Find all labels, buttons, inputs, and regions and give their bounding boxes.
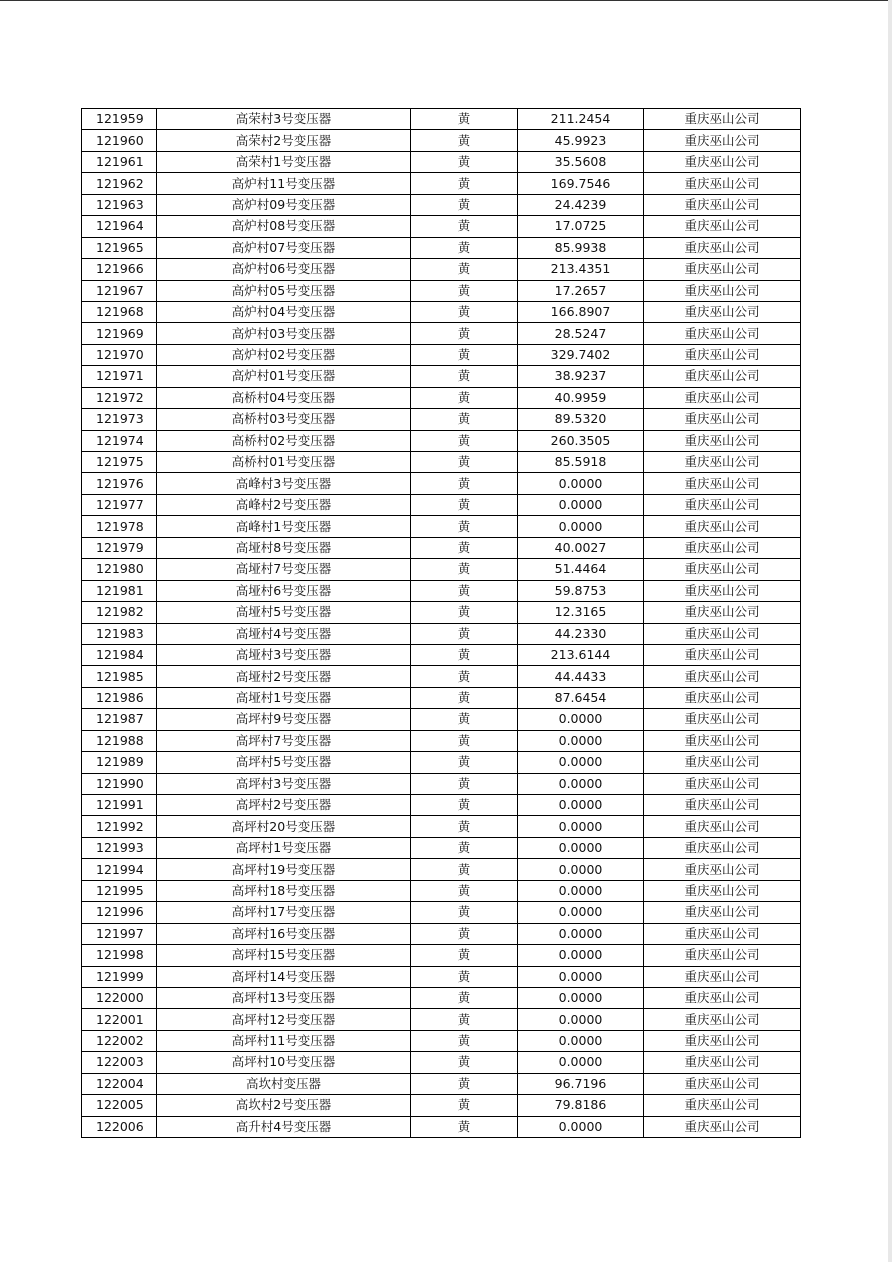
company-cell: 重庆巫山公司 — [644, 666, 801, 687]
row-id-cell: 121977 — [82, 494, 157, 515]
warning-level-cell: 黄 — [411, 752, 518, 773]
table-row — [82, 237, 801, 258]
value-cell: 85.9938 — [518, 237, 644, 258]
transformer-name-cell: 高垭村4号变压器 — [157, 623, 411, 644]
company-cell: 重庆巫山公司 — [644, 473, 801, 494]
value-cell: 0.0000 — [518, 795, 644, 816]
row-id-cell: 121967 — [82, 280, 157, 301]
company-cell: 重庆巫山公司 — [644, 880, 801, 901]
warning-level-cell: 黄 — [411, 987, 518, 1008]
warning-level-cell: 黄 — [411, 430, 518, 451]
transformer-name-cell: 高坪村13号变压器 — [157, 987, 411, 1008]
company-cell: 重庆巫山公司 — [644, 1009, 801, 1030]
company-cell: 重庆巫山公司 — [644, 537, 801, 558]
warning-level-cell: 黄 — [411, 1009, 518, 1030]
warning-level-cell: 黄 — [411, 237, 518, 258]
transformer-name-cell: 高坪村3号变压器 — [157, 773, 411, 794]
warning-level-cell: 黄 — [411, 259, 518, 280]
transformer-name-cell: 高垭村6号变压器 — [157, 580, 411, 601]
company-cell: 重庆巫山公司 — [644, 516, 801, 537]
company-cell: 重庆巫山公司 — [644, 259, 801, 280]
value-cell: 59.8753 — [518, 580, 644, 601]
row-id-cell: 121989 — [82, 752, 157, 773]
table-row — [82, 130, 801, 151]
value-cell: 85.5918 — [518, 452, 644, 473]
table-row — [82, 301, 801, 322]
row-id-cell: 121968 — [82, 301, 157, 322]
transformer-name-cell: 高坪村19号变压器 — [157, 859, 411, 880]
company-cell: 重庆巫山公司 — [644, 173, 801, 194]
row-id-cell: 121963 — [82, 194, 157, 215]
transformer-name-cell: 高峰村1号变压器 — [157, 516, 411, 537]
row-id-cell: 121961 — [82, 151, 157, 172]
value-cell: 0.0000 — [518, 923, 644, 944]
warning-level-cell: 黄 — [411, 344, 518, 365]
warning-level-cell: 黄 — [411, 409, 518, 430]
table-row — [82, 1116, 801, 1137]
row-id-cell: 121976 — [82, 473, 157, 494]
value-cell: 213.6144 — [518, 644, 644, 665]
row-id-cell: 121970 — [82, 344, 157, 365]
transformer-name-cell: 高峰村2号变压器 — [157, 494, 411, 515]
table-body — [82, 109, 801, 1138]
table-row — [82, 837, 801, 858]
company-cell: 重庆巫山公司 — [644, 709, 801, 730]
warning-level-cell: 黄 — [411, 773, 518, 794]
warning-level-cell: 黄 — [411, 1095, 518, 1116]
transformer-name-cell: 高桥村04号变压器 — [157, 387, 411, 408]
table-row — [82, 966, 801, 987]
table-row — [82, 1052, 801, 1073]
value-cell: 0.0000 — [518, 730, 644, 751]
value-cell: 0.0000 — [518, 473, 644, 494]
value-cell: 89.5320 — [518, 409, 644, 430]
warning-level-cell: 黄 — [411, 859, 518, 880]
value-cell: 0.0000 — [518, 773, 644, 794]
value-cell: 166.8907 — [518, 301, 644, 322]
company-cell: 重庆巫山公司 — [644, 130, 801, 151]
warning-level-cell: 黄 — [411, 730, 518, 751]
warning-level-cell: 黄 — [411, 173, 518, 194]
value-cell: 44.2330 — [518, 623, 644, 644]
row-id-cell: 121990 — [82, 773, 157, 794]
warning-level-cell: 黄 — [411, 923, 518, 944]
row-id-cell: 121969 — [82, 323, 157, 344]
company-cell: 重庆巫山公司 — [644, 602, 801, 623]
transformer-name-cell: 高坪村12号变压器 — [157, 1009, 411, 1030]
warning-level-cell: 黄 — [411, 945, 518, 966]
row-id-cell: 122001 — [82, 1009, 157, 1030]
company-cell: 重庆巫山公司 — [644, 987, 801, 1008]
transformer-name-cell: 高坪村9号变压器 — [157, 709, 411, 730]
company-cell: 重庆巫山公司 — [644, 1116, 801, 1137]
row-id-cell: 121972 — [82, 387, 157, 408]
value-cell: 260.3505 — [518, 430, 644, 451]
transformer-name-cell: 高坪村15号变压器 — [157, 945, 411, 966]
company-cell: 重庆巫山公司 — [644, 966, 801, 987]
value-cell: 329.7402 — [518, 344, 644, 365]
row-id-cell: 121994 — [82, 859, 157, 880]
warning-level-cell: 黄 — [411, 580, 518, 601]
warning-level-cell: 黄 — [411, 1116, 518, 1137]
value-cell: 213.4351 — [518, 259, 644, 280]
row-id-cell: 121974 — [82, 430, 157, 451]
transformer-table — [81, 108, 801, 1138]
row-id-cell: 122000 — [82, 987, 157, 1008]
table-row — [82, 452, 801, 473]
company-cell: 重庆巫山公司 — [644, 687, 801, 708]
table-row — [82, 1095, 801, 1116]
table-row — [82, 816, 801, 837]
warning-level-cell: 黄 — [411, 151, 518, 172]
company-cell: 重庆巫山公司 — [644, 773, 801, 794]
warning-level-cell: 黄 — [411, 366, 518, 387]
table-row — [82, 580, 801, 601]
transformer-name-cell: 高炉村06号变压器 — [157, 259, 411, 280]
value-cell: 87.6454 — [518, 687, 644, 708]
transformer-name-cell: 高炉村09号变压器 — [157, 194, 411, 215]
value-cell: 0.0000 — [518, 709, 644, 730]
value-cell: 17.2657 — [518, 280, 644, 301]
company-cell: 重庆巫山公司 — [644, 730, 801, 751]
warning-level-cell: 黄 — [411, 109, 518, 130]
warning-level-cell: 黄 — [411, 280, 518, 301]
value-cell: 0.0000 — [518, 752, 644, 773]
row-id-cell: 121971 — [82, 366, 157, 387]
row-id-cell: 121980 — [82, 559, 157, 580]
company-cell: 重庆巫山公司 — [644, 109, 801, 130]
row-id-cell: 121983 — [82, 623, 157, 644]
row-id-cell: 122002 — [82, 1030, 157, 1051]
transformer-name-cell: 高坪村18号变压器 — [157, 880, 411, 901]
table-row — [82, 109, 801, 130]
company-cell: 重庆巫山公司 — [644, 623, 801, 644]
row-id-cell: 121965 — [82, 237, 157, 258]
transformer-name-cell: 高坎村2号变压器 — [157, 1095, 411, 1116]
row-id-cell: 121966 — [82, 259, 157, 280]
table-row — [82, 623, 801, 644]
row-id-cell: 121992 — [82, 816, 157, 837]
value-cell: 24.4239 — [518, 194, 644, 215]
table-row — [82, 1009, 801, 1030]
table-row — [82, 859, 801, 880]
transformer-name-cell: 高垭村2号变压器 — [157, 666, 411, 687]
row-id-cell: 121996 — [82, 902, 157, 923]
transformer-name-cell: 高炉村07号变压器 — [157, 237, 411, 258]
warning-level-cell: 黄 — [411, 709, 518, 730]
transformer-name-cell: 高峰村3号变压器 — [157, 473, 411, 494]
row-id-cell: 121985 — [82, 666, 157, 687]
table-row — [82, 473, 801, 494]
company-cell: 重庆巫山公司 — [644, 323, 801, 344]
table-row — [82, 880, 801, 901]
table-row — [82, 773, 801, 794]
company-cell: 重庆巫山公司 — [644, 366, 801, 387]
row-id-cell: 121991 — [82, 795, 157, 816]
warning-level-cell: 黄 — [411, 602, 518, 623]
table-row — [82, 516, 801, 537]
transformer-name-cell: 高桥村03号变压器 — [157, 409, 411, 430]
warning-level-cell: 黄 — [411, 666, 518, 687]
row-id-cell: 121995 — [82, 880, 157, 901]
company-cell: 重庆巫山公司 — [644, 795, 801, 816]
company-cell: 重庆巫山公司 — [644, 1073, 801, 1094]
warning-level-cell: 黄 — [411, 644, 518, 665]
transformer-name-cell: 高坪村14号变压器 — [157, 966, 411, 987]
row-id-cell: 122004 — [82, 1073, 157, 1094]
value-cell: 51.4464 — [518, 559, 644, 580]
table-row — [82, 666, 801, 687]
table-row — [82, 1073, 801, 1094]
row-id-cell: 122005 — [82, 1095, 157, 1116]
transformer-name-cell: 高垭村8号变压器 — [157, 537, 411, 558]
company-cell: 重庆巫山公司 — [644, 902, 801, 923]
warning-level-cell: 黄 — [411, 880, 518, 901]
page-right-edge — [888, 0, 892, 1262]
table-row — [82, 730, 801, 751]
warning-level-cell: 黄 — [411, 559, 518, 580]
table-row — [82, 987, 801, 1008]
row-id-cell: 121959 — [82, 109, 157, 130]
company-cell: 重庆巫山公司 — [644, 1052, 801, 1073]
transformer-name-cell: 高炉村01号变压器 — [157, 366, 411, 387]
table-row — [82, 409, 801, 430]
value-cell: 0.0000 — [518, 837, 644, 858]
row-id-cell: 121964 — [82, 216, 157, 237]
value-cell: 45.9923 — [518, 130, 644, 151]
table-row — [82, 259, 801, 280]
warning-level-cell: 黄 — [411, 1052, 518, 1073]
row-id-cell: 121982 — [82, 602, 157, 623]
company-cell: 重庆巫山公司 — [644, 409, 801, 430]
value-cell: 0.0000 — [518, 1030, 644, 1051]
company-cell: 重庆巫山公司 — [644, 580, 801, 601]
table-row — [82, 687, 801, 708]
value-cell: 12.3165 — [518, 602, 644, 623]
company-cell: 重庆巫山公司 — [644, 859, 801, 880]
company-cell: 重庆巫山公司 — [644, 494, 801, 515]
transformer-name-cell: 高坪村5号变压器 — [157, 752, 411, 773]
value-cell: 0.0000 — [518, 494, 644, 515]
table-row — [82, 902, 801, 923]
company-cell: 重庆巫山公司 — [644, 559, 801, 580]
table-row — [82, 494, 801, 515]
table-row — [82, 173, 801, 194]
value-cell: 0.0000 — [518, 1116, 644, 1137]
row-id-cell: 121975 — [82, 452, 157, 473]
company-cell: 重庆巫山公司 — [644, 216, 801, 237]
value-cell: 0.0000 — [518, 987, 644, 1008]
row-id-cell: 121988 — [82, 730, 157, 751]
warning-level-cell: 黄 — [411, 966, 518, 987]
table-row — [82, 280, 801, 301]
value-cell: 0.0000 — [518, 816, 644, 837]
value-cell: 0.0000 — [518, 945, 644, 966]
transformer-name-cell: 高桥村01号变压器 — [157, 452, 411, 473]
table-row — [82, 366, 801, 387]
warning-level-cell: 黄 — [411, 387, 518, 408]
table-row — [82, 1030, 801, 1051]
transformer-name-cell: 高坪村11号变压器 — [157, 1030, 411, 1051]
table-row — [82, 923, 801, 944]
value-cell: 17.0725 — [518, 216, 644, 237]
warning-level-cell: 黄 — [411, 130, 518, 151]
value-cell: 0.0000 — [518, 1052, 644, 1073]
table-row — [82, 795, 801, 816]
table-row — [82, 559, 801, 580]
warning-level-cell: 黄 — [411, 452, 518, 473]
row-id-cell: 122006 — [82, 1116, 157, 1137]
transformer-name-cell: 高垭村1号变压器 — [157, 687, 411, 708]
transformer-name-cell: 高炉村03号变压器 — [157, 323, 411, 344]
transformer-name-cell: 高荣村2号变压器 — [157, 130, 411, 151]
warning-level-cell: 黄 — [411, 902, 518, 923]
table-row — [82, 323, 801, 344]
transformer-name-cell: 高坪村1号变压器 — [157, 837, 411, 858]
company-cell: 重庆巫山公司 — [644, 644, 801, 665]
table-row — [82, 151, 801, 172]
value-cell: 44.4433 — [518, 666, 644, 687]
company-cell: 重庆巫山公司 — [644, 816, 801, 837]
warning-level-cell: 黄 — [411, 795, 518, 816]
value-cell: 0.0000 — [518, 1009, 644, 1030]
warning-level-cell: 黄 — [411, 687, 518, 708]
table-row — [82, 387, 801, 408]
row-id-cell: 121999 — [82, 966, 157, 987]
row-id-cell: 122003 — [82, 1052, 157, 1073]
page-top-border — [0, 0, 892, 1]
warning-level-cell: 黄 — [411, 473, 518, 494]
value-cell: 169.7546 — [518, 173, 644, 194]
value-cell: 40.9959 — [518, 387, 644, 408]
row-id-cell: 121978 — [82, 516, 157, 537]
company-cell: 重庆巫山公司 — [644, 194, 801, 215]
value-cell: 96.7196 — [518, 1073, 644, 1094]
row-id-cell: 121981 — [82, 580, 157, 601]
value-cell: 35.5608 — [518, 151, 644, 172]
row-id-cell: 121993 — [82, 837, 157, 858]
warning-level-cell: 黄 — [411, 623, 518, 644]
warning-level-cell: 黄 — [411, 1073, 518, 1094]
transformer-name-cell: 高坪村2号变压器 — [157, 795, 411, 816]
value-cell: 0.0000 — [518, 516, 644, 537]
transformer-name-cell: 高垭村3号变压器 — [157, 644, 411, 665]
table-row — [82, 194, 801, 215]
value-cell: 211.2454 — [518, 109, 644, 130]
transformer-name-cell: 高坪村10号变压器 — [157, 1052, 411, 1073]
row-id-cell: 121984 — [82, 644, 157, 665]
company-cell: 重庆巫山公司 — [644, 430, 801, 451]
transformer-name-cell: 高炉村04号变压器 — [157, 301, 411, 322]
row-id-cell: 121973 — [82, 409, 157, 430]
value-cell: 0.0000 — [518, 966, 644, 987]
row-id-cell: 121997 — [82, 923, 157, 944]
table-row — [82, 344, 801, 365]
transformer-name-cell: 高炉村11号变压器 — [157, 173, 411, 194]
value-cell: 0.0000 — [518, 859, 644, 880]
value-cell: 0.0000 — [518, 880, 644, 901]
company-cell: 重庆巫山公司 — [644, 752, 801, 773]
table-row — [82, 216, 801, 237]
transformer-name-cell: 高坎村变压器 — [157, 1073, 411, 1094]
transformer-name-cell: 高荣村3号变压器 — [157, 109, 411, 130]
value-cell: 40.0027 — [518, 537, 644, 558]
company-cell: 重庆巫山公司 — [644, 344, 801, 365]
row-id-cell: 121960 — [82, 130, 157, 151]
company-cell: 重庆巫山公司 — [644, 837, 801, 858]
warning-level-cell: 黄 — [411, 194, 518, 215]
value-cell: 38.9237 — [518, 366, 644, 387]
table-row — [82, 709, 801, 730]
table-row — [82, 945, 801, 966]
row-id-cell: 121979 — [82, 537, 157, 558]
warning-level-cell: 黄 — [411, 537, 518, 558]
company-cell: 重庆巫山公司 — [644, 945, 801, 966]
row-id-cell: 121962 — [82, 173, 157, 194]
value-cell: 28.5247 — [518, 323, 644, 344]
company-cell: 重庆巫山公司 — [644, 301, 801, 322]
table-row — [82, 752, 801, 773]
row-id-cell: 121987 — [82, 709, 157, 730]
transformer-name-cell: 高垭村7号变压器 — [157, 559, 411, 580]
warning-level-cell: 黄 — [411, 323, 518, 344]
transformer-name-cell: 高炉村02号变压器 — [157, 344, 411, 365]
company-cell: 重庆巫山公司 — [644, 1030, 801, 1051]
transformer-name-cell: 高炉村08号变压器 — [157, 216, 411, 237]
warning-level-cell: 黄 — [411, 216, 518, 237]
company-cell: 重庆巫山公司 — [644, 1095, 801, 1116]
warning-level-cell: 黄 — [411, 516, 518, 537]
transformer-name-cell: 高荣村1号变压器 — [157, 151, 411, 172]
transformer-name-cell: 高坪村20号变压器 — [157, 816, 411, 837]
transformer-name-cell: 高桥村02号变压器 — [157, 430, 411, 451]
warning-level-cell: 黄 — [411, 494, 518, 515]
transformer-name-cell: 高炉村05号变压器 — [157, 280, 411, 301]
transformer-name-cell: 高升村4号变压器 — [157, 1116, 411, 1137]
table-row — [82, 430, 801, 451]
value-cell: 0.0000 — [518, 902, 644, 923]
company-cell: 重庆巫山公司 — [644, 387, 801, 408]
warning-level-cell: 黄 — [411, 816, 518, 837]
transformer-name-cell: 高垭村5号变压器 — [157, 602, 411, 623]
table-row — [82, 602, 801, 623]
warning-level-cell: 黄 — [411, 837, 518, 858]
row-id-cell: 121986 — [82, 687, 157, 708]
transformer-name-cell: 高坪村16号变压器 — [157, 923, 411, 944]
company-cell: 重庆巫山公司 — [644, 923, 801, 944]
value-cell: 79.8186 — [518, 1095, 644, 1116]
company-cell: 重庆巫山公司 — [644, 237, 801, 258]
warning-level-cell: 黄 — [411, 1030, 518, 1051]
company-cell: 重庆巫山公司 — [644, 280, 801, 301]
warning-level-cell: 黄 — [411, 301, 518, 322]
table-row — [82, 537, 801, 558]
row-id-cell: 121998 — [82, 945, 157, 966]
transformer-name-cell: 高坪村17号变压器 — [157, 902, 411, 923]
transformer-name-cell: 高坪村7号变压器 — [157, 730, 411, 751]
company-cell: 重庆巫山公司 — [644, 452, 801, 473]
table-row — [82, 644, 801, 665]
company-cell: 重庆巫山公司 — [644, 151, 801, 172]
